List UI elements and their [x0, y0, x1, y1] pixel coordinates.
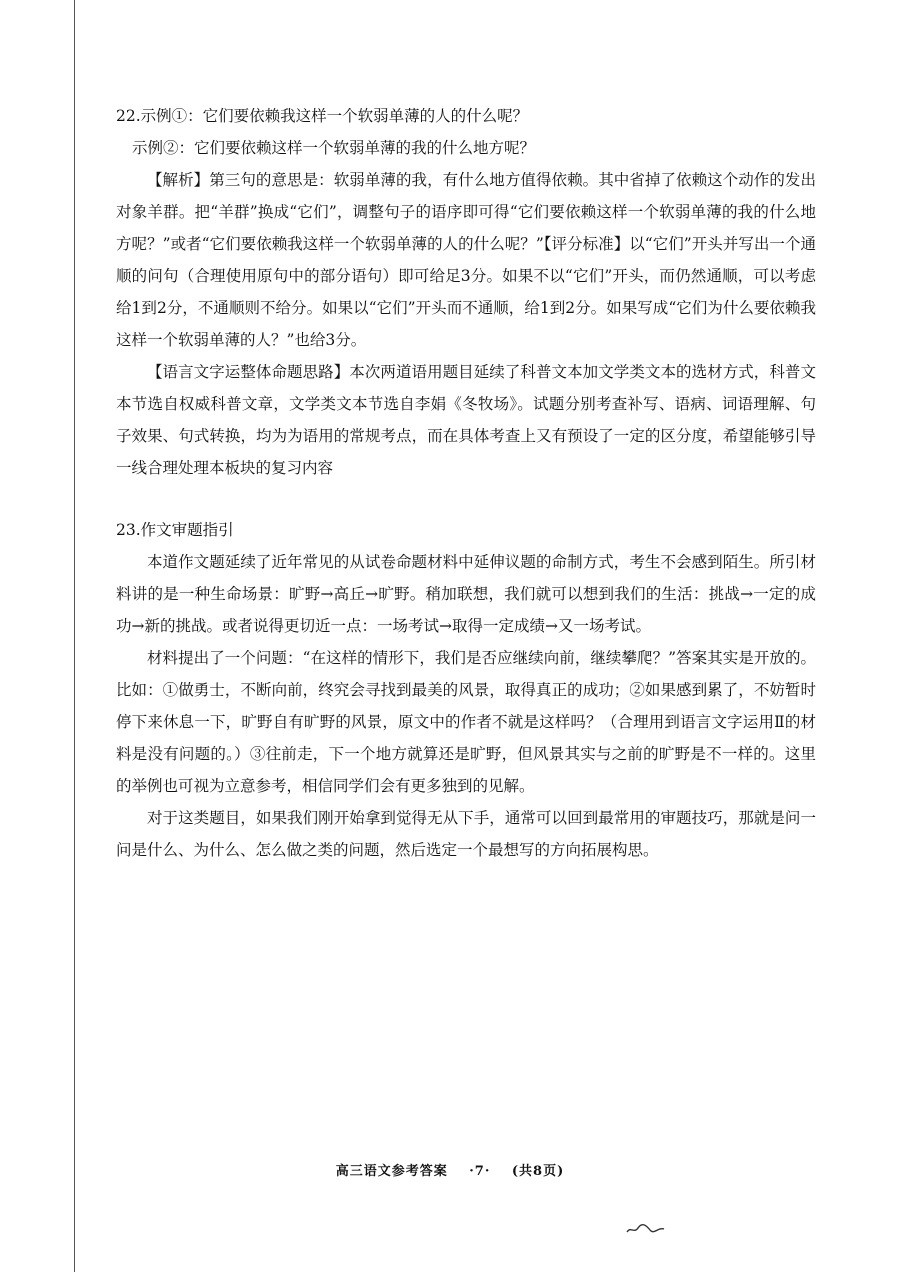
- binding-margin-line: [74, 0, 75, 1272]
- q23-paragraph-3: 对于这类题目，如果我们刚开始拿到觉得无从下手，通常可以回到最常用的审题技巧，那就是问一问是什么、为什么、怎么做之类的问题，然后选定一个最想写的方向拓展构思。: [116, 809, 816, 859]
- q22-example-1: 22.示例①：它们要依赖我这样一个软弱单薄的人的什么呢？: [116, 107, 529, 125]
- q22-analysis: 【解析】第三句的意思是：软弱单薄的我，有什么地方值得依赖。其中省掉了依赖这个动作的发出对象羊群。把“羊群”换成“它们”，调整句子的语序即可得“它们要依赖这样一个软弱单薄的我的什么地方呢？”或者“它们要依赖我这样一个软弱单薄的人的什么呢？”【评分标准】以“它们”开头并写出一个通顺的问句（合理使用原句中的部分语句）即可给足3分。如果不以“它们”开头，而仍然通顺，可以考虑给1到2分，不通顺则不给分。如果以“它们”开头而不通顺，给1到2分。如果写成“它们为什么要依赖我这样一个软弱单薄的人？”也给3分。: [116, 171, 816, 349]
- q23-paragraph-2: 材料提出了一个问题：“在这样的情形下，我们是否应继续向前，继续攀爬？”答案其实是开放的。比如：①做勇士，不断向前，终究会寻找到最美的风景，取得真正的成功；②如果感到累了，不妨暂时停下来休息一下，旷野自有旷野的风景，原文中的作者不就是这样吗？（合理用到语言文字运用Ⅱ的材料是没有问题的。）③往前走，下一个地方就算还是旷野，但风景其实与之前的旷野是不一样的。这里的举例也可视为立意参考，相信同学们会有更多独到的见解。: [116, 649, 816, 795]
- section-gap: [116, 484, 816, 514]
- footer-total-pages: (共8页): [511, 1164, 565, 1179]
- footer-title: 高三语文参考答案: [335, 1164, 448, 1179]
- answer-content: [116, 100, 816, 866]
- q23-heading: 23.作文审题指引: [116, 521, 234, 539]
- page-footer: [0, 1160, 900, 1179]
- q23-paragraph-1: 本道作文题延续了近年常见的从试卷命题材料中延伸议题的命制方式，考生不会感到陌生。所引材料讲的是一种生命场景：旷野→高丘→旷野。稍加联想，我们就可以想到我们的生活：挑战→一定的成功→新的挑战。或者说得更切近一点：一场考试→取得一定成绩→又一场考试。: [116, 553, 816, 635]
- pen-scribble-mark: [626, 1222, 666, 1236]
- q22-design-idea: 【语言文字运整体命题思路】本次两道语用题目延续了科普文本加文学类文本的选材方式，科普文本节选自权威科普文章，文学类文本节选自李娟《冬牧场》。试题分别考查补写、语病、词语理解、句子效果、句式转换，均为为语用的常规考点，而在具体考查上又有预设了一定的区分度，希望能够引导一线合理处理本板块的复习内容: [116, 363, 816, 477]
- footer-page-number: ·7·: [469, 1164, 491, 1179]
- q22-example-2: 示例②：它们要依赖这样一个软弱单薄的我的什么地方呢？: [132, 139, 536, 157]
